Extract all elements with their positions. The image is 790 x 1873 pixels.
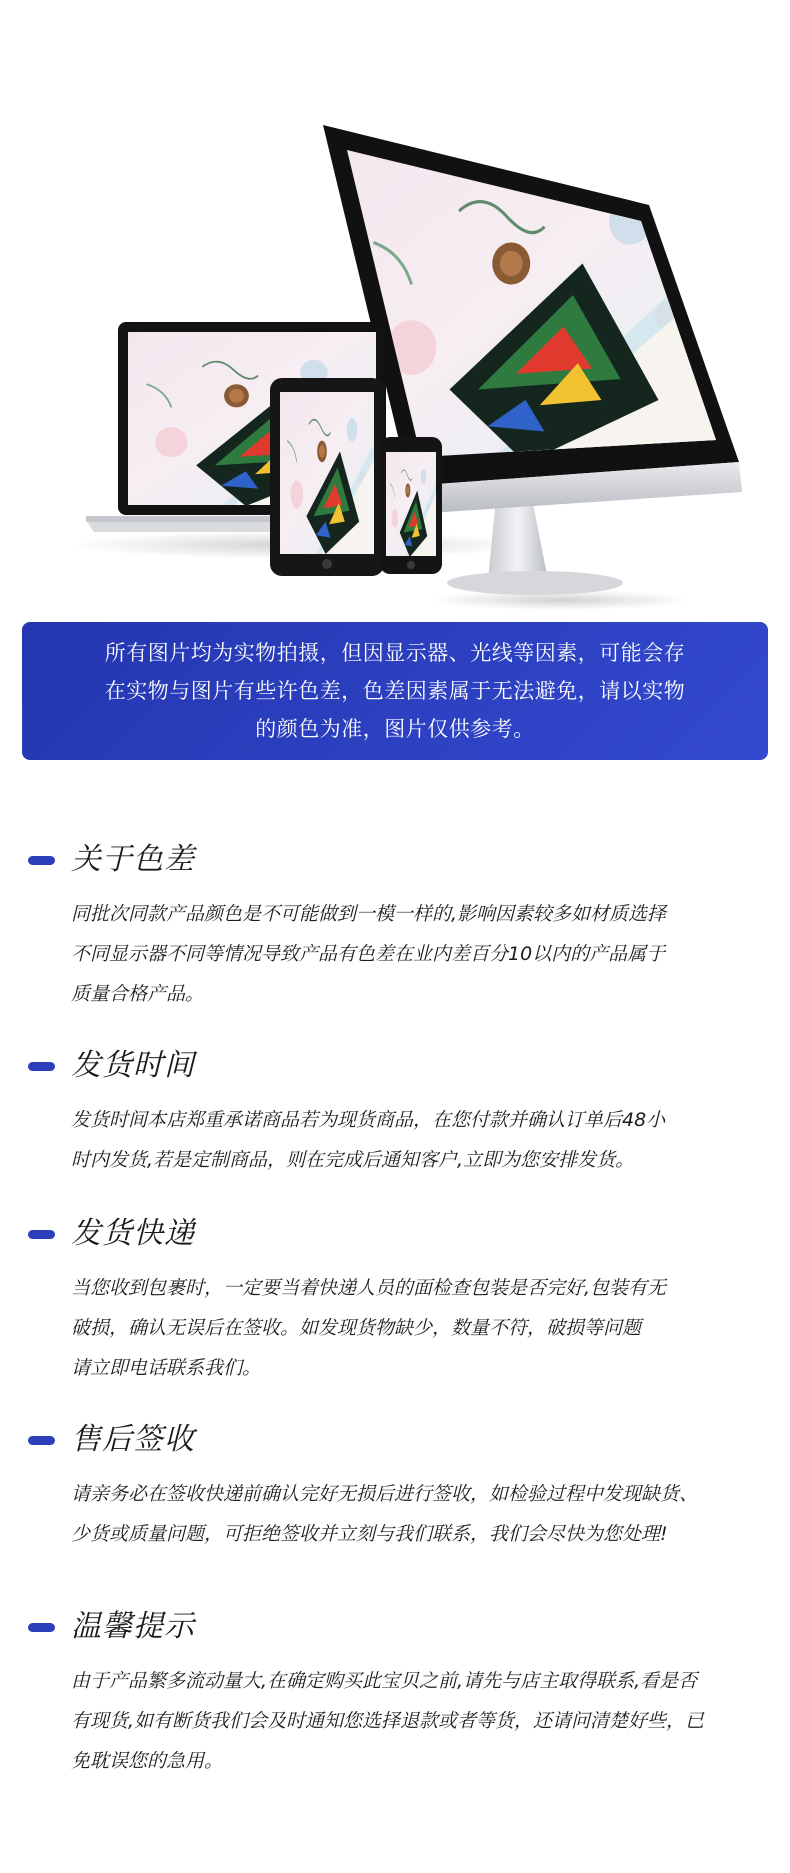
section-line: 破损，确认无误后在签收。如发现货物缺少，数量不符，破损等问题 <box>71 1317 642 1339</box>
section-line: 请立即电话联系我们。 <box>71 1357 262 1379</box>
section-marker <box>28 1062 55 1071</box>
notice-text <box>75 634 715 748</box>
section-header <box>0 1420 790 1460</box>
section-marker <box>28 1230 55 1239</box>
section-line: 少货或质量问题，可拒绝签收并立刻与我们联系，我们会尽快为您处理! <box>71 1523 668 1545</box>
section-body <box>71 1100 761 1180</box>
section-title: 发货快递 <box>71 1216 195 1251</box>
section-after-sales-signoff <box>0 1420 790 1545</box>
section-title: 关于色差 <box>71 842 195 877</box>
section-line: 不同显示器不同等情况导致产品有色差在业内差百分10以内的产品属于 <box>71 943 666 965</box>
section-line: 免耽误您的急用。 <box>71 1750 224 1772</box>
section-marker <box>28 856 55 865</box>
section-header <box>0 1607 790 1647</box>
section-shipping-time <box>0 1046 790 1171</box>
section-line: 请亲务必在签收快递前确认完好无损后进行签收，如检验过程中发现缺货、 <box>71 1483 699 1505</box>
section-title: 温馨提示 <box>71 1609 195 1644</box>
section-color-difference <box>0 840 790 1005</box>
section-header <box>0 1214 790 1254</box>
section-body <box>71 1661 761 1781</box>
phone-device <box>380 437 442 574</box>
section-title: 发货时间 <box>71 1048 195 1083</box>
section-marker <box>28 1623 55 1632</box>
section-line: 时内发货,若是定制商品，则在完成后通知客户,立即为您安排发货。 <box>71 1149 635 1171</box>
notice-line: 所有图片均为实物拍摄，但因显示器、光线等因素，可能会存 <box>104 641 686 665</box>
notice-banner <box>22 622 768 760</box>
section-friendly-reminder <box>0 1607 790 1772</box>
section-body <box>71 894 761 1014</box>
hero-devices-image <box>0 0 790 610</box>
tablet-device <box>270 378 384 576</box>
section-title: 售后签收 <box>71 1422 195 1457</box>
section-express-delivery <box>0 1214 790 1379</box>
section-body <box>71 1268 761 1388</box>
notice-line: 在实物与图片有些许色差，色差因素属于无法避免，请以实物 <box>104 679 686 703</box>
section-line: 当您收到包裹时，一定要当着快递人员的面检查包装是否完好,包装有无 <box>71 1277 667 1299</box>
section-line: 发货时间本店郑重承诺商品若为现货商品，在您付款并确认订单后48小 <box>71 1109 666 1131</box>
section-line: 由于产品繁多流动量大,在确定购买此宝贝之前,请先与店主取得联系,看是否 <box>71 1670 698 1692</box>
section-marker <box>28 1436 55 1445</box>
section-header <box>0 1046 790 1086</box>
section-line: 质量合格产品。 <box>71 983 205 1005</box>
section-header <box>0 840 790 880</box>
section-line: 有现货,如有断货我们会及时通知您选择退款或者等货，还请问清楚好些，已 <box>71 1710 705 1732</box>
section-body <box>71 1474 761 1554</box>
section-line: 同批次同款产品颜色是不可能做到一模一样的,影响因素较多如材质选择 <box>71 903 667 925</box>
notice-line: 的颜色为准，图片仅供参考。 <box>255 717 535 741</box>
